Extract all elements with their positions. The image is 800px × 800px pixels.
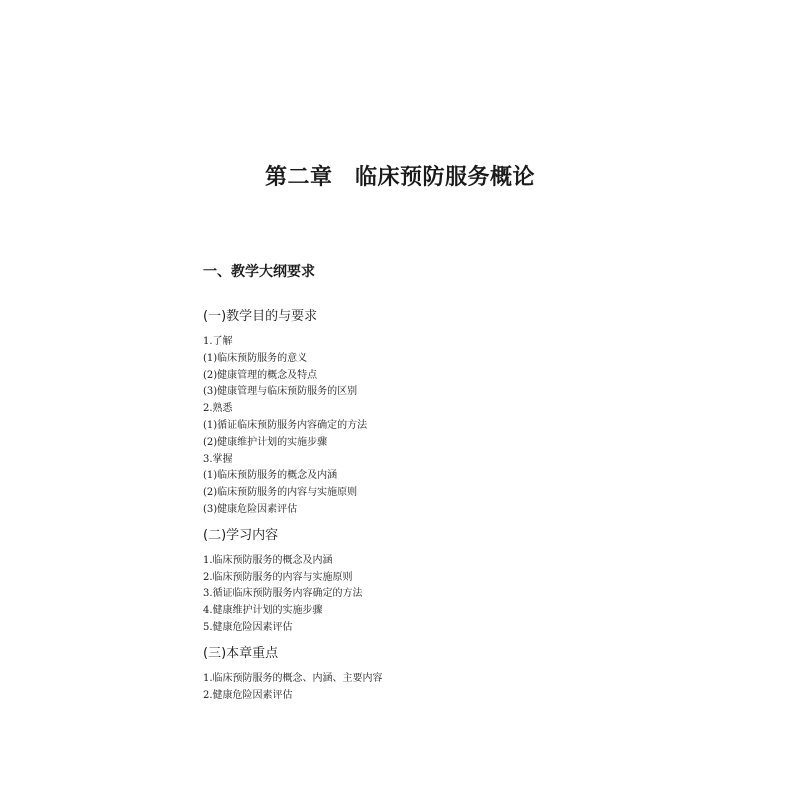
- list-item: 1.临床预防服务的概念及内涵: [203, 554, 333, 566]
- subsection-content: [203, 527, 623, 637]
- list-item: 4.健康维护计划的实施步骤: [203, 605, 323, 617]
- list-item: 2.临床预防服务的内容与实施原则: [203, 571, 353, 583]
- list-item: 1.了解: [203, 336, 233, 347]
- list-item: (3)健康管理与临床预防服务的区别: [203, 386, 358, 398]
- chapter-title: 第二章 临床预防服务概论: [264, 164, 535, 190]
- item-list: [203, 671, 623, 705]
- subsection-heading: (二)学习内容: [203, 527, 279, 543]
- list-item: 5.健康危险因素评估: [203, 621, 293, 633]
- item-list: [203, 334, 623, 519]
- list-item: (2)健康维护计划的实施步骤: [203, 436, 328, 448]
- list-item: (1)临床预防服务的意义: [203, 352, 308, 364]
- item-list: [203, 553, 623, 637]
- list-item: (1)临床预防服务的概念及内涵: [203, 470, 338, 482]
- list-item: 2.熟悉: [203, 403, 233, 415]
- list-item: (1)循证临床预防服务内容确定的方法: [203, 419, 368, 431]
- list-item: (2)健康管理的概念及特点: [203, 369, 318, 381]
- subsection-heading: (一)教学目的与要求: [203, 309, 318, 324]
- subsection-key-points: [203, 645, 623, 705]
- list-item: 1.临床预防服务的概念、内涵、主要内容: [203, 672, 383, 684]
- subsection-heading: (三)本章重点: [203, 645, 279, 661]
- subsection-goals: [203, 308, 623, 519]
- list-item: (2)临床预防服务的内容与实施原则: [203, 487, 358, 499]
- list-item: (3)健康危险因素评估: [203, 503, 298, 515]
- list-item: 2.健康危险因素评估: [203, 689, 293, 701]
- list-item: 3.循证临床预防服务内容确定的方法: [203, 588, 363, 600]
- section-heading: 一、教学大纲要求: [203, 264, 315, 280]
- list-item: 3.掌握: [203, 453, 233, 465]
- content-body: [203, 262, 623, 712]
